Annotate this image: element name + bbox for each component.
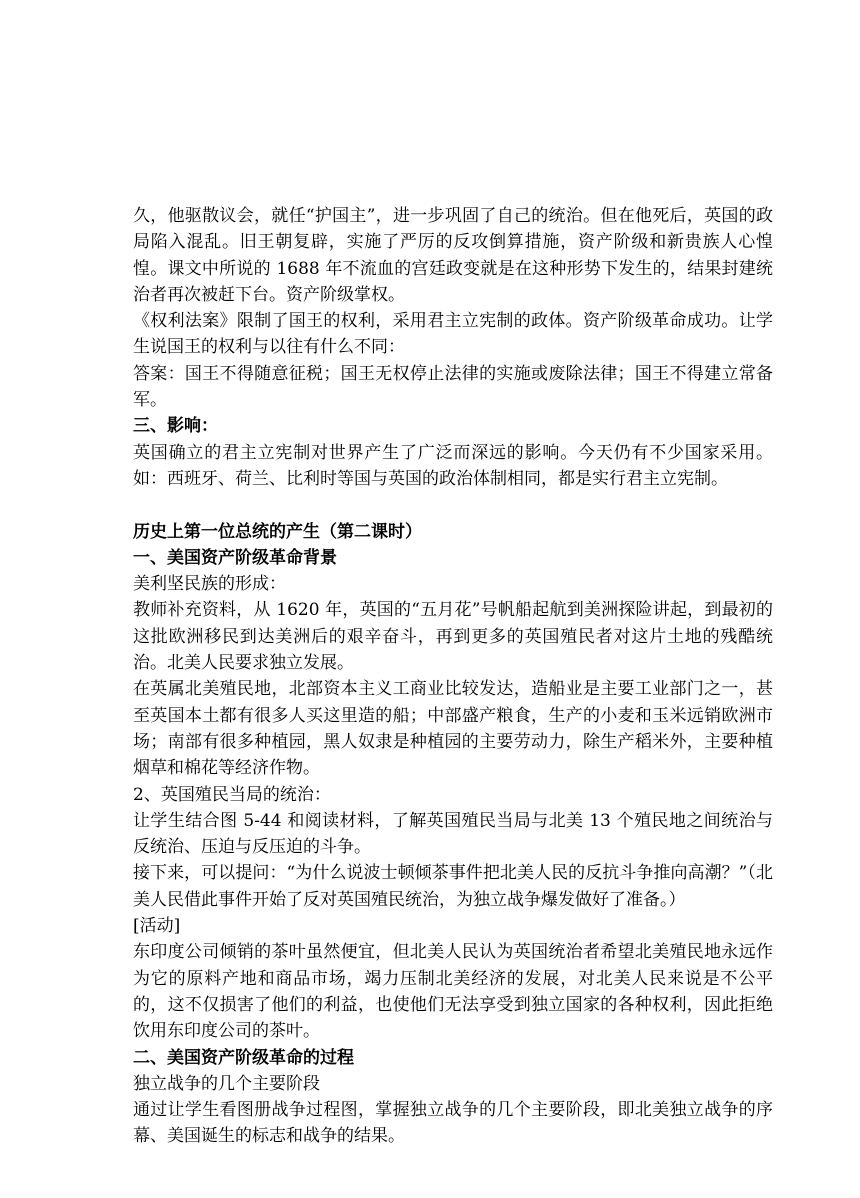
paragraph-war-stages: 通过让学生看图册战争过程图，掌握独立战争的几个主要阶段，即北美独立战争的序幕、美国诞生的标志和战争的结果。 [133, 1100, 773, 1147]
paragraph-influence: 英国确立的君主立宪制对世界产生了广泛而深远的影响。今天仍有不少国家采用。如：西班牙、荷兰、比利时等国与英国的政治体制相同，都是实行君主立宪制。 [133, 442, 773, 489]
paragraph-colonial-rule-heading: 2、英国殖民当局的统治： [133, 784, 331, 805]
paragraph-activity-label: [活动] [133, 916, 181, 937]
heading-background: 一、美国资产阶级革命背景 [133, 547, 337, 568]
document-body [133, 203, 773, 1150]
paragraph-boston-tea-party: 接下来，可以提问：“为什么说波士顿倾茶事件把北美人民的反抗斗争推向高潮？”（北美人民借此事件开始了反对英国殖民统治，为独立战争爆发做好了准备。） [133, 863, 773, 910]
paragraph-mayflower: 教师补充资料，从 1620 年，英国的“五月花”号帆船起航到美洲探险讲起，到最初的这批欧洲移民到达美洲后的艰辛奋斗，再到更多的英国殖民者对这片土地的残酷统治。北美人民要求独立发展。 [133, 600, 773, 674]
paragraph-figure-reference: 让学生结合图 5-44 和阅读材料，了解英国殖民当局与北美 13 个殖民地之间统治与反统治、压迫与反压迫的斗争。 [133, 810, 773, 858]
paragraph-protector-rule: 久，他驱散议会，就任“护国主”，进一步巩固了自己的统治。但在他死后，英国的政局陷入混乱。旧王朝复辟，实施了严厉的反攻倒算措施，资产阶级和新贵族人心惶惶。课文中所说的 1688 年不流血的宫廷政变就是在这种形势下发生的，结果封建统治者再次被赶下台。资产阶级掌权。 [133, 206, 773, 305]
paragraph-east-india-tea: 东印度公司倾销的茶叶虽然便宜，但北美人民认为英国统治者希望北美殖民地永远作为它的原料产地和商品市场，竭力压制北美经济的发展，对北美人民来说是不公平的，这不仅损害了他们的利益，也使他们无法享受到独立国家的各种权利，因此拒绝饮用东印度公司的茶叶。 [133, 942, 773, 1042]
blank-line [133, 492, 773, 518]
paragraph-nation-formation: 美利坚民族的形成： [133, 574, 286, 595]
heading-revolution-process: 二、美国资产阶级革命的过程 [133, 1047, 354, 1068]
heading-influence: 三、影响： [133, 416, 218, 437]
paragraph-war-stages-title: 独立战争的几个主要阶段 [133, 1073, 320, 1094]
paragraph-answer: 答案：国王不得随意征税；国王无权停止法律的实施或废除法律；国王不得建立常备军。 [133, 363, 773, 411]
lesson-title: 历史上第一位总统的产生（第二课时） [133, 521, 422, 542]
paragraph-colonies-economy: 在英属北美殖民地，北部资本主义工商业比较发达，造船业是主要工业部门之一，甚至英国本土都有很多人买这里造的船；中部盛产粮食，生产的小麦和玉米远销欧洲市场；南部有很多种植园，黑人奴隶是种植园的主要劳动力，除生产稻米外，主要种植烟草和棉花等经济作物。 [133, 679, 773, 779]
paragraph-bill-of-rights: 《权利法案》限制了国王的权利，采用君主立宪制的政体。资产阶级革命成功。让学生说国王的权利与以往有什么不同： [133, 311, 773, 358]
